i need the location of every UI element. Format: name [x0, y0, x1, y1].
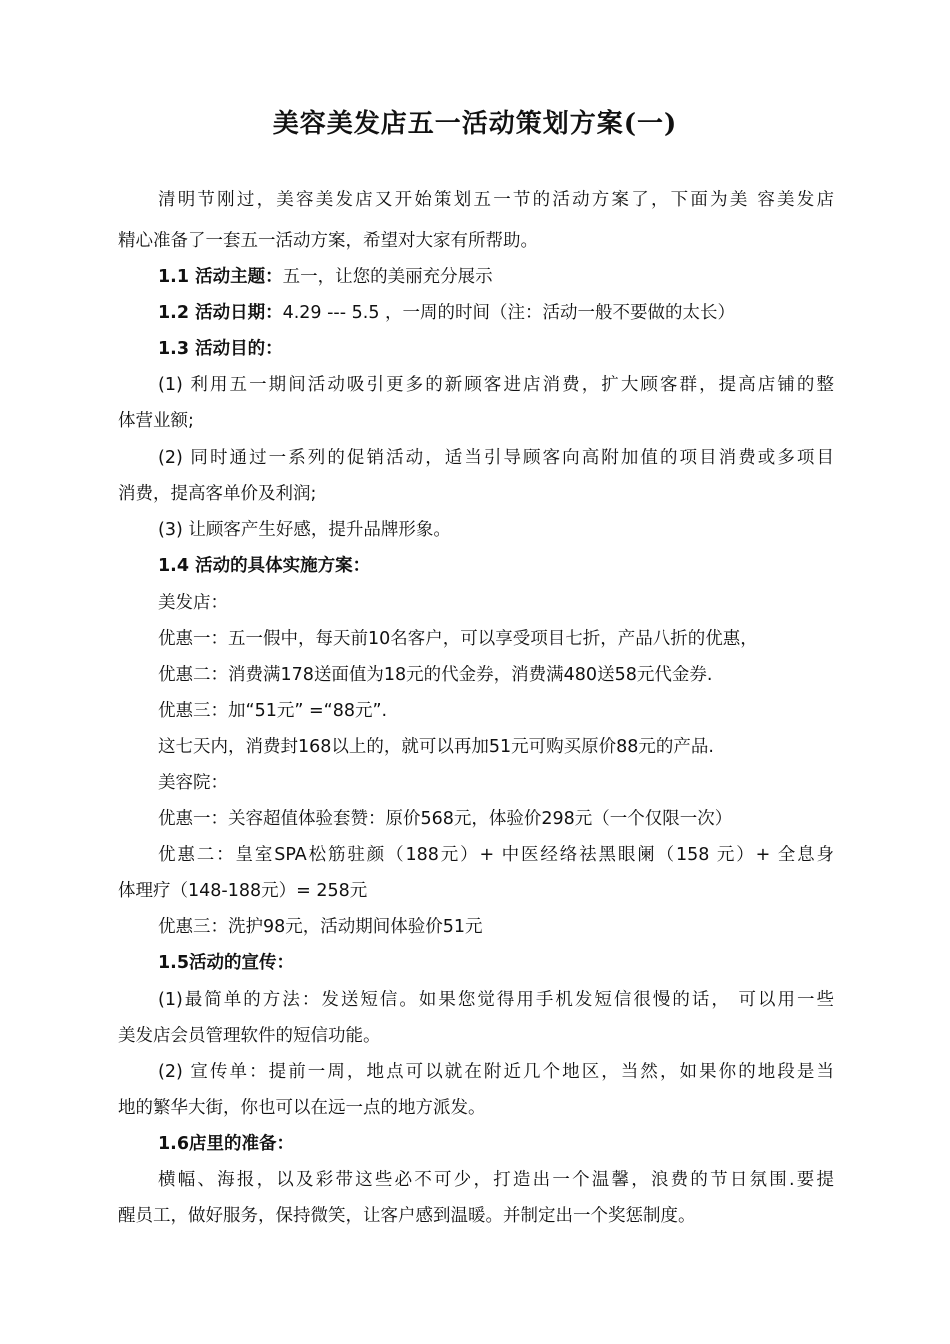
beauty-offer-1: 优惠一：关容超值体验套赞：原价568元，体验价298元（一个仅限一次）: [158, 809, 733, 829]
prep-line-2: 醒员工，做好服务，保持微笑，让客户感到温暖。并制定出一个奖惩制度。: [118, 1206, 696, 1226]
promo-1-line-2: 美发店会员管理软件的短信功能。: [118, 1026, 381, 1046]
beauty-offer-2-line-1: 优惠二：皇室SPA松筋驻颜（188元）+ 中医经络祛黑眼阑（158 元）+ 全息身: [158, 845, 834, 865]
purpose-1-line-1: (1) 利用五一期间活动吸引更多的新顾客进店消费，扩大顾客群，提高店铺的整: [158, 375, 834, 395]
salon-note: 这七天内，消费封168以上的，就可以再加51元可购买原价88元的产品.: [158, 737, 714, 757]
beauty-heading: 美容院：: [158, 773, 228, 793]
section-1-2-label: 1.2 活动日期：: [158, 303, 283, 323]
beauty-offer-3: 优惠三：洗护98元，活动期间体验价51元: [158, 917, 483, 937]
section-1-1-text: 五一，让您的美丽充分展示: [282, 267, 493, 287]
intro-line-1: 清明节刚过，美容美发店又开始策划五一节的活动方案了，下面为美 容美发店: [158, 190, 834, 210]
purpose-1-line-2: 体营业额;: [118, 411, 194, 431]
document-title: 美容美发店五一活动策划方案(一): [272, 109, 678, 139]
salon-offer-2: 优惠二：消费满178送面值为18元的代金券，消费满480送58元代金券.: [158, 665, 713, 685]
prep-line-1: 横幅、海报，以及彩带这些必不可少，打造出一个温馨，浪费的节日氛围.要提: [158, 1170, 834, 1190]
section-1-3-heading: 1.3 活动目的：: [158, 339, 283, 359]
section-1-2-text: 4.29 --- 5.5 ，一周的时间（注：活动一般不要做的太长）: [282, 303, 736, 323]
purpose-2-line-2: 消费，提高客单价及利润;: [118, 484, 317, 504]
intro-line-2: 精心准备了一套五一活动方案，希望对大家有所帮助。: [118, 231, 538, 251]
purpose-3: (3) 让顾客产生好感，提升品牌形象。: [158, 520, 451, 540]
section-1-2: [118, 300, 834, 326]
section-1-1: [118, 264, 834, 290]
promo-2-line-2: 地的繁华大街，你也可以在远一点的地方派发。: [118, 1098, 486, 1118]
section-1-1-label: 1.1 活动主题：: [158, 267, 283, 287]
salon-offer-3: 优惠三：加“51元” =“88元”.: [158, 701, 388, 721]
promo-2-line-1: (2) 宣传单：提前一周，地点可以就在附近几个地区，当然，如果你的地段是当: [158, 1062, 834, 1082]
section-1-6-heading: 1.6店里的准备：: [158, 1134, 295, 1154]
salon-offer-1: 优惠一：五一假中，每天前10名客户，可以享受项目七折，产品八折的优惠，: [158, 629, 758, 649]
promo-1-line-1: (1)最简单的方法：发送短信。如果您觉得用手机发短信很慢的话， 可以用一些: [158, 990, 834, 1010]
beauty-offer-2-line-2: 体理疗（148-188元）= 258元: [118, 881, 368, 901]
section-1-4-heading: 1.4 活动的具体实施方案：: [158, 556, 371, 576]
purpose-2-line-1: (2) 同时通过一系列的促销活动，适当引导顾客向高附加值的项目消费或多项目: [158, 448, 834, 468]
salon-heading: 美发店：: [158, 593, 228, 613]
section-1-5-heading: 1.5活动的宣传：: [158, 953, 295, 973]
